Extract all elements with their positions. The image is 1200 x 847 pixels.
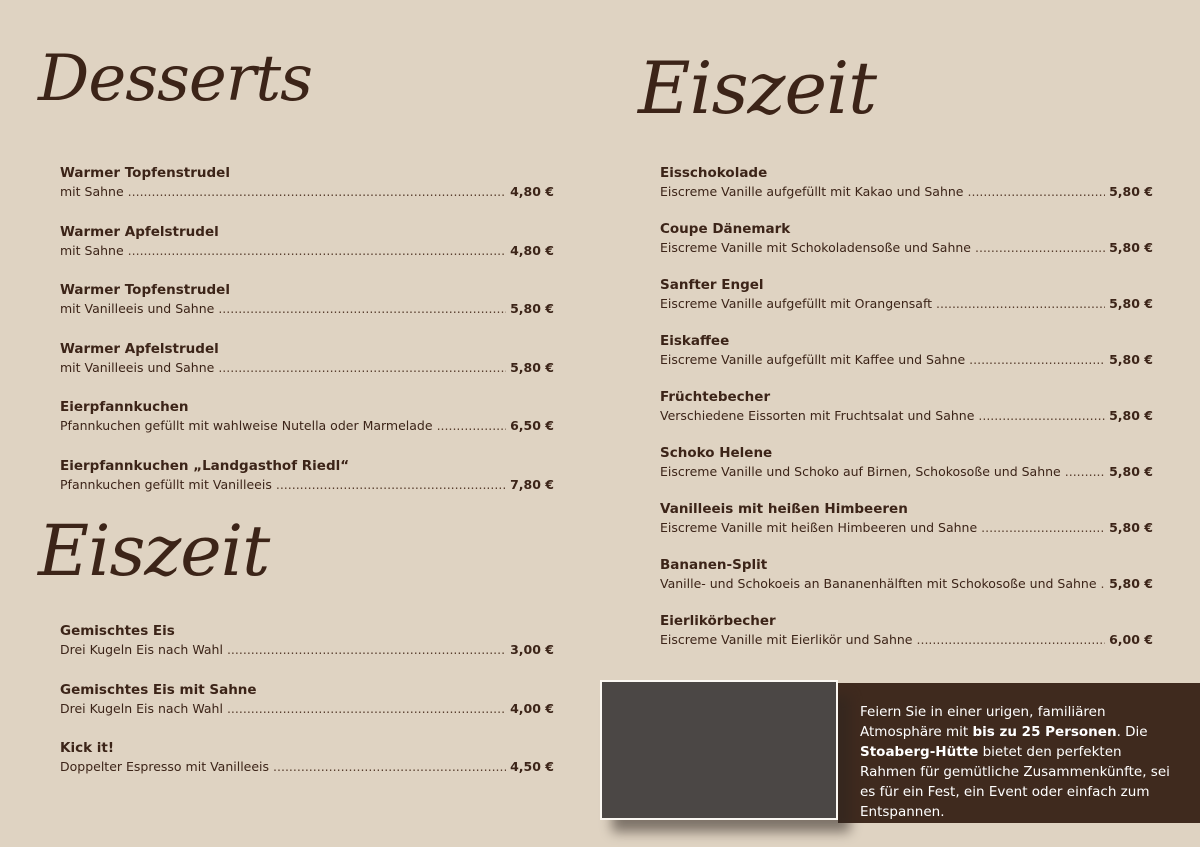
menu-item-row [60, 417, 554, 435]
menu-item-description: Eiscreme Vanille mit Eierlikör und Sahne [660, 632, 913, 647]
menu-item [60, 340, 554, 399]
menu-item-row [60, 183, 554, 201]
dot-leader [1065, 463, 1105, 481]
menu-item-description: Drei Kugeln Eis nach Wahl [60, 642, 223, 657]
menu-item-row [660, 239, 1153, 257]
menu-item-name: Bananen-Split [660, 557, 768, 573]
menu-item-name: Warmer Topfenstrudel [60, 282, 230, 299]
dot-leader [981, 519, 1105, 537]
menu-item [60, 739, 554, 798]
menu-item-description: Eiscreme Vanille mit Schokoladensoße und Sahne [660, 240, 971, 255]
dot-leader [437, 417, 507, 435]
menu-item [660, 612, 1153, 668]
menu-item-price: 5,80 € [1109, 520, 1153, 535]
menu-item-description: mit Vanilleeis und Sahne [60, 359, 215, 375]
hut-photo-placeholder [600, 680, 838, 820]
menu-item [660, 444, 1153, 500]
menu-item [60, 457, 554, 516]
dot-leader [276, 476, 506, 494]
menu-item-description: Eiscreme Vanille aufgefüllt mit Kaffee und Sahne [660, 352, 966, 367]
menu-item-price: 5,80 € [1109, 408, 1153, 423]
desserts-menu-list [60, 164, 554, 516]
menu-item-price: 3,00 € [510, 642, 554, 657]
menu-item-name: Warmer Apfelstrudel [60, 223, 219, 240]
menu-item [660, 220, 1153, 276]
menu-item-price: 6,50 € [510, 418, 554, 434]
menu-item-description: Eiscreme Vanille aufgefüllt mit Kakao und Sahne [660, 184, 964, 199]
promo-text-3: bietet den perfekten Rahmen für gemütliche Zusammenkünfte, sei es für ein Fest, ein Event oder einfach zum Entspannen. [860, 744, 1170, 820]
dot-leader [969, 351, 1105, 369]
menu-item [660, 500, 1153, 556]
menu-item-name: Eisschokolade [660, 165, 768, 181]
menu-item [60, 223, 554, 282]
promo-bold-capacity: bis zu 25 Personen [972, 724, 1117, 740]
menu-item-price: 4,80 € [510, 184, 554, 199]
menu-item-row [60, 700, 554, 718]
menu-item-price: 4,50 € [510, 759, 554, 775]
menu-item-price: 4,80 € [510, 242, 554, 258]
menu-item [660, 276, 1153, 332]
menu-item [60, 281, 554, 340]
menu-item-price: 5,80 € [1109, 352, 1153, 367]
menu-item-name: Warmer Topfenstrudel [60, 165, 230, 181]
menu-item-row [60, 300, 554, 318]
menu-item-row [60, 476, 554, 494]
menu-item-price: 6,00 € [1109, 632, 1153, 647]
menu-item-price: 4,00 € [510, 700, 554, 716]
menu-item-price: 5,80 € [1109, 184, 1153, 199]
promo-text-2: . Die [1116, 724, 1148, 740]
menu-item-description: Pfannkuchen gefüllt mit Vanilleeis [60, 476, 272, 492]
menu-item-row [660, 183, 1153, 201]
eiszeit-left-menu-list [60, 622, 554, 798]
menu-item-row [60, 242, 554, 260]
menu-item-name: Eierlikörbecher [660, 613, 776, 629]
menu-item [660, 332, 1153, 388]
menu-item [60, 164, 554, 223]
menu-item-description: Eiscreme Vanille mit heißen Himbeeren und Sahne [660, 520, 978, 535]
dot-leader [975, 239, 1105, 257]
menu-item-description: Pfannkuchen gefüllt mit wahlweise Nutella oder Marmelade [60, 418, 433, 434]
menu-item-row [60, 758, 554, 776]
menu-item-name: Gemischtes Eis [60, 623, 175, 639]
dot-leader [978, 407, 1105, 425]
dot-leader [218, 300, 506, 318]
menu-item-row [660, 351, 1153, 369]
menu-item-price: 5,80 € [510, 301, 554, 317]
menu-item [660, 388, 1153, 444]
menu-item-description: Doppelter Espresso mit Vanilleeis [60, 759, 270, 775]
menu-item-name: Schoko Helene [660, 445, 773, 461]
promo-bold-venue: Stoaberg-Hütte [860, 744, 979, 760]
menu-item-description: Eiscreme Vanille und Schoko auf Birnen, Schokosoße und Sahne [660, 464, 1061, 479]
menu-item-description: mit Sahne [60, 184, 124, 199]
dot-leader [917, 631, 1106, 649]
desserts-title: Desserts [38, 42, 312, 116]
dot-leader [227, 700, 506, 718]
menu-item-row [60, 641, 554, 659]
menu-item-row [660, 519, 1153, 537]
menu-item-row [660, 463, 1153, 481]
menu-item-name: Eiskaffee [660, 333, 730, 349]
menu-item-name: Gemischtes Eis mit Sahne [60, 681, 257, 698]
menu-item-price: 5,80 € [1109, 464, 1153, 479]
dot-leader [128, 183, 506, 201]
eiszeit-right-menu-list [660, 164, 1153, 668]
menu-item-price: 5,80 € [510, 359, 554, 375]
menu-item-name: Eierpfannkuchen „Landgasthof Riedl“ [60, 457, 350, 474]
menu-item-name: Sanfter Engel [660, 277, 764, 293]
menu-item-row [660, 407, 1153, 425]
menu-item [60, 398, 554, 457]
eiszeit-title-right: Eiszeit [638, 46, 877, 130]
dot-leader [936, 295, 1105, 313]
menu-item-description: mit Vanilleeis und Sahne [60, 301, 215, 317]
menu-item-row [660, 575, 1153, 593]
menu-item-description: Eiscreme Vanille aufgefüllt mit Orangensaft [660, 296, 933, 311]
menu-item-name: Früchtebecher [660, 389, 771, 405]
menu-item-price: 7,80 € [510, 476, 554, 492]
menu-item-row [660, 295, 1153, 313]
menu-item-name: Vanilleeis mit heißen Himbeeren [660, 501, 908, 517]
dot-leader [1101, 575, 1106, 593]
promo-text-1: Feiern Sie in einer urigen, familiären Atmosphäre mit [860, 704, 1106, 740]
promo-text [860, 702, 1180, 822]
dot-leader [227, 641, 506, 659]
menu-item [660, 164, 1153, 220]
menu-item-name: Warmer Apfelstrudel [60, 340, 219, 357]
menu-item-name: Kick it! [60, 740, 115, 757]
menu-item [660, 556, 1153, 612]
dot-leader [968, 183, 1106, 201]
menu-item [60, 681, 554, 740]
dot-leader [273, 758, 506, 776]
menu-item-description: mit Sahne [60, 242, 124, 258]
dot-leader [128, 242, 506, 260]
menu-item-price: 5,80 € [1109, 576, 1153, 591]
menu-item-description: Verschiedene Eissorten mit Fruchtsalat und Sahne [660, 408, 975, 423]
menu-item-name: Coupe Dänemark [660, 221, 791, 237]
menu-item-description: Drei Kugeln Eis nach Wahl [60, 700, 223, 716]
menu-item-description: Vanille- und Schokoeis an Bananenhälften mit Schokosoße und Sahne [660, 576, 1097, 591]
menu-item-price: 5,80 € [1109, 240, 1153, 255]
menu-item-row [60, 359, 554, 377]
menu-item-name: Eierpfannkuchen [60, 399, 189, 416]
dot-leader [218, 359, 506, 377]
eiszeit-title-left: Eiszeit [38, 510, 270, 592]
menu-item-price: 5,80 € [1109, 296, 1153, 311]
menu-item [60, 622, 554, 681]
menu-item-row [660, 631, 1153, 649]
